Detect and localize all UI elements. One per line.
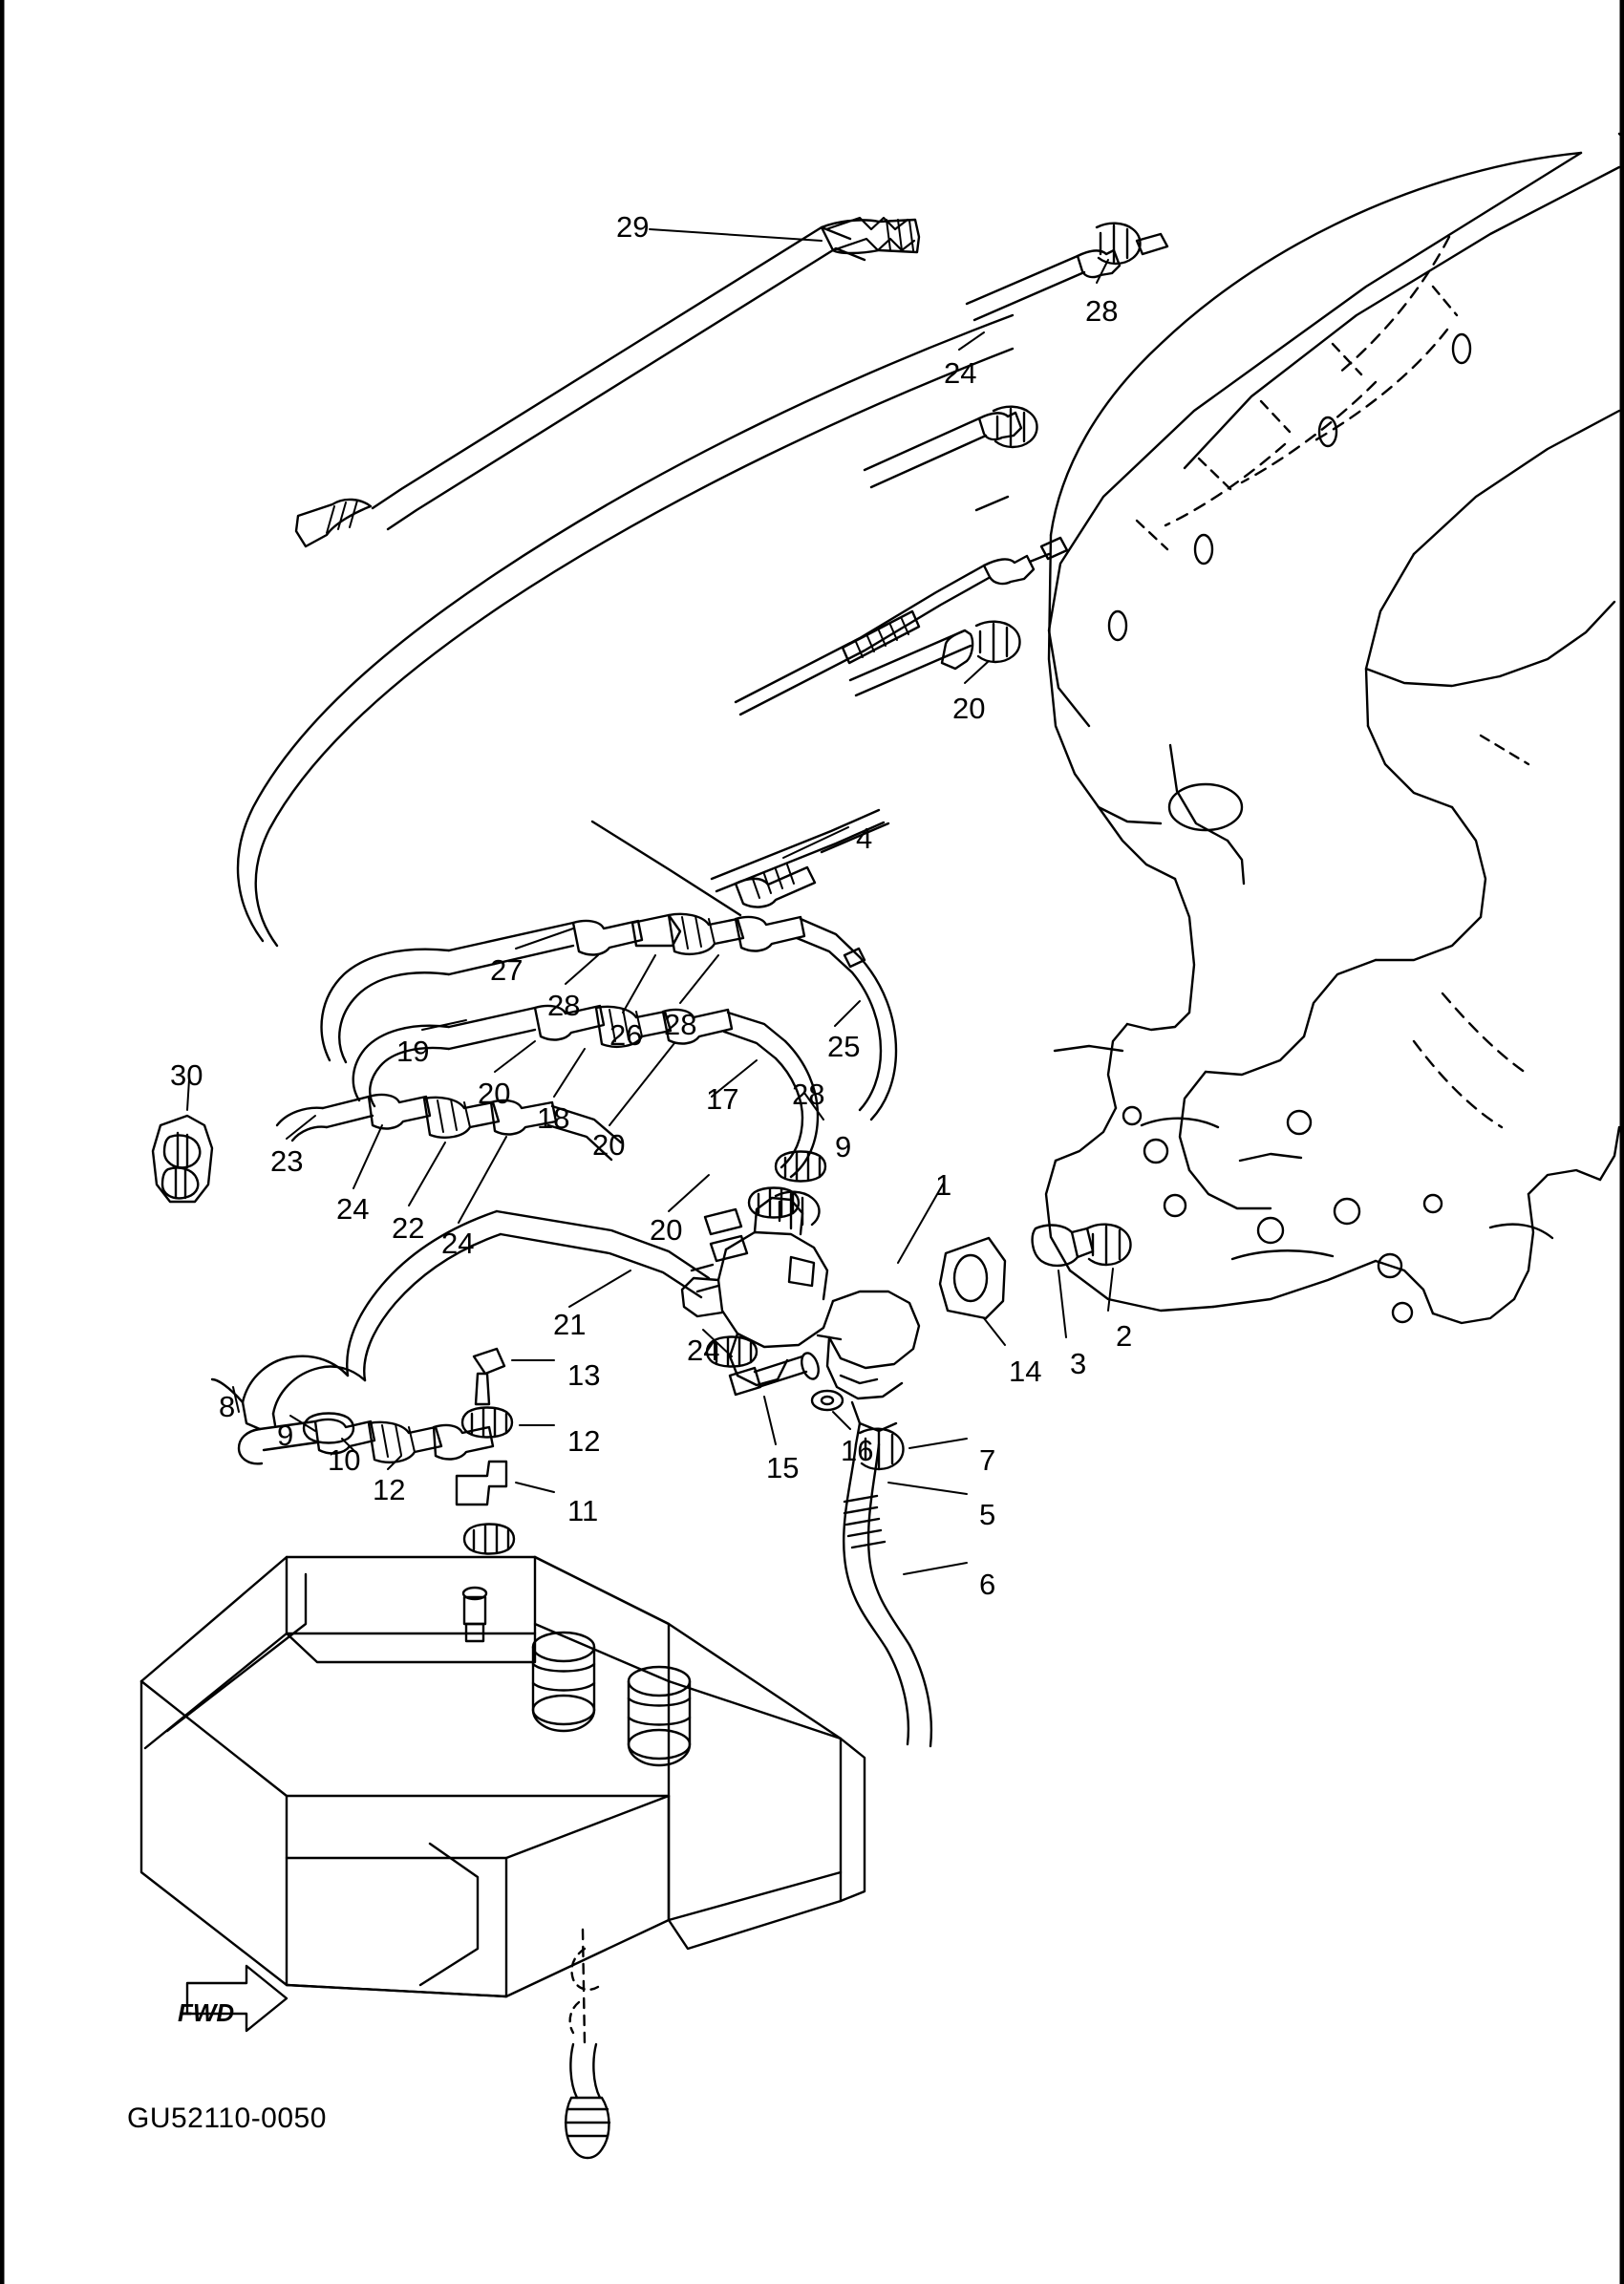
callout-number-23: 23 <box>270 1144 304 1178</box>
callout-number-24: 24 <box>336 1192 370 1226</box>
callout-number-28: 28 <box>1085 294 1119 328</box>
callout-number-18: 18 <box>537 1101 570 1135</box>
callout-number-5: 5 <box>979 1498 996 1531</box>
callout-number-28: 28 <box>664 1008 697 1041</box>
callout-number-17: 17 <box>706 1082 739 1116</box>
callout-number-29: 29 <box>616 210 650 244</box>
callout-number-15: 15 <box>766 1451 800 1484</box>
callout-number-28: 28 <box>792 1078 825 1111</box>
callout-number-1: 1 <box>935 1168 952 1202</box>
callout-number-21: 21 <box>553 1308 587 1341</box>
callout-number-19: 19 <box>396 1035 430 1068</box>
callout-number-24: 24 <box>687 1334 720 1367</box>
callout-number-10: 10 <box>328 1443 361 1477</box>
callout-number-12: 12 <box>567 1424 601 1458</box>
callout-number-24: 24 <box>441 1227 475 1260</box>
callout-number-20: 20 <box>650 1213 683 1247</box>
callout-number-20: 20 <box>952 692 986 725</box>
callout-number-20: 20 <box>478 1077 511 1110</box>
callout-number-9: 9 <box>835 1130 852 1163</box>
callout-number-27: 27 <box>490 953 524 987</box>
callout-number-12: 12 <box>373 1473 406 1506</box>
callout-number-11: 11 <box>567 1494 599 1527</box>
callout-number-24: 24 <box>944 356 977 390</box>
callout-number-2: 2 <box>1116 1319 1133 1353</box>
callout-number-3: 3 <box>1070 1347 1087 1380</box>
callout-number-9: 9 <box>277 1419 294 1452</box>
callout-number-22: 22 <box>392 1211 425 1245</box>
callout-number-25: 25 <box>827 1030 861 1063</box>
callout-number-20: 20 <box>592 1128 626 1162</box>
callout-number-7: 7 <box>979 1443 996 1477</box>
callout-number-4: 4 <box>856 822 873 855</box>
callout-number-16: 16 <box>841 1434 874 1467</box>
callout-number-30: 30 <box>170 1058 203 1092</box>
fwd-direction-label: FWD <box>178 1998 235 2027</box>
callout-number-26: 26 <box>609 1018 643 1052</box>
callout-number-8: 8 <box>219 1390 236 1423</box>
callout-number-6: 6 <box>979 1568 996 1601</box>
callout-number-28: 28 <box>547 989 581 1022</box>
callout-number-13: 13 <box>567 1358 601 1392</box>
diagram-code-label: GU52110-0050 <box>127 2103 327 2134</box>
callout-number-14: 14 <box>1009 1355 1042 1388</box>
